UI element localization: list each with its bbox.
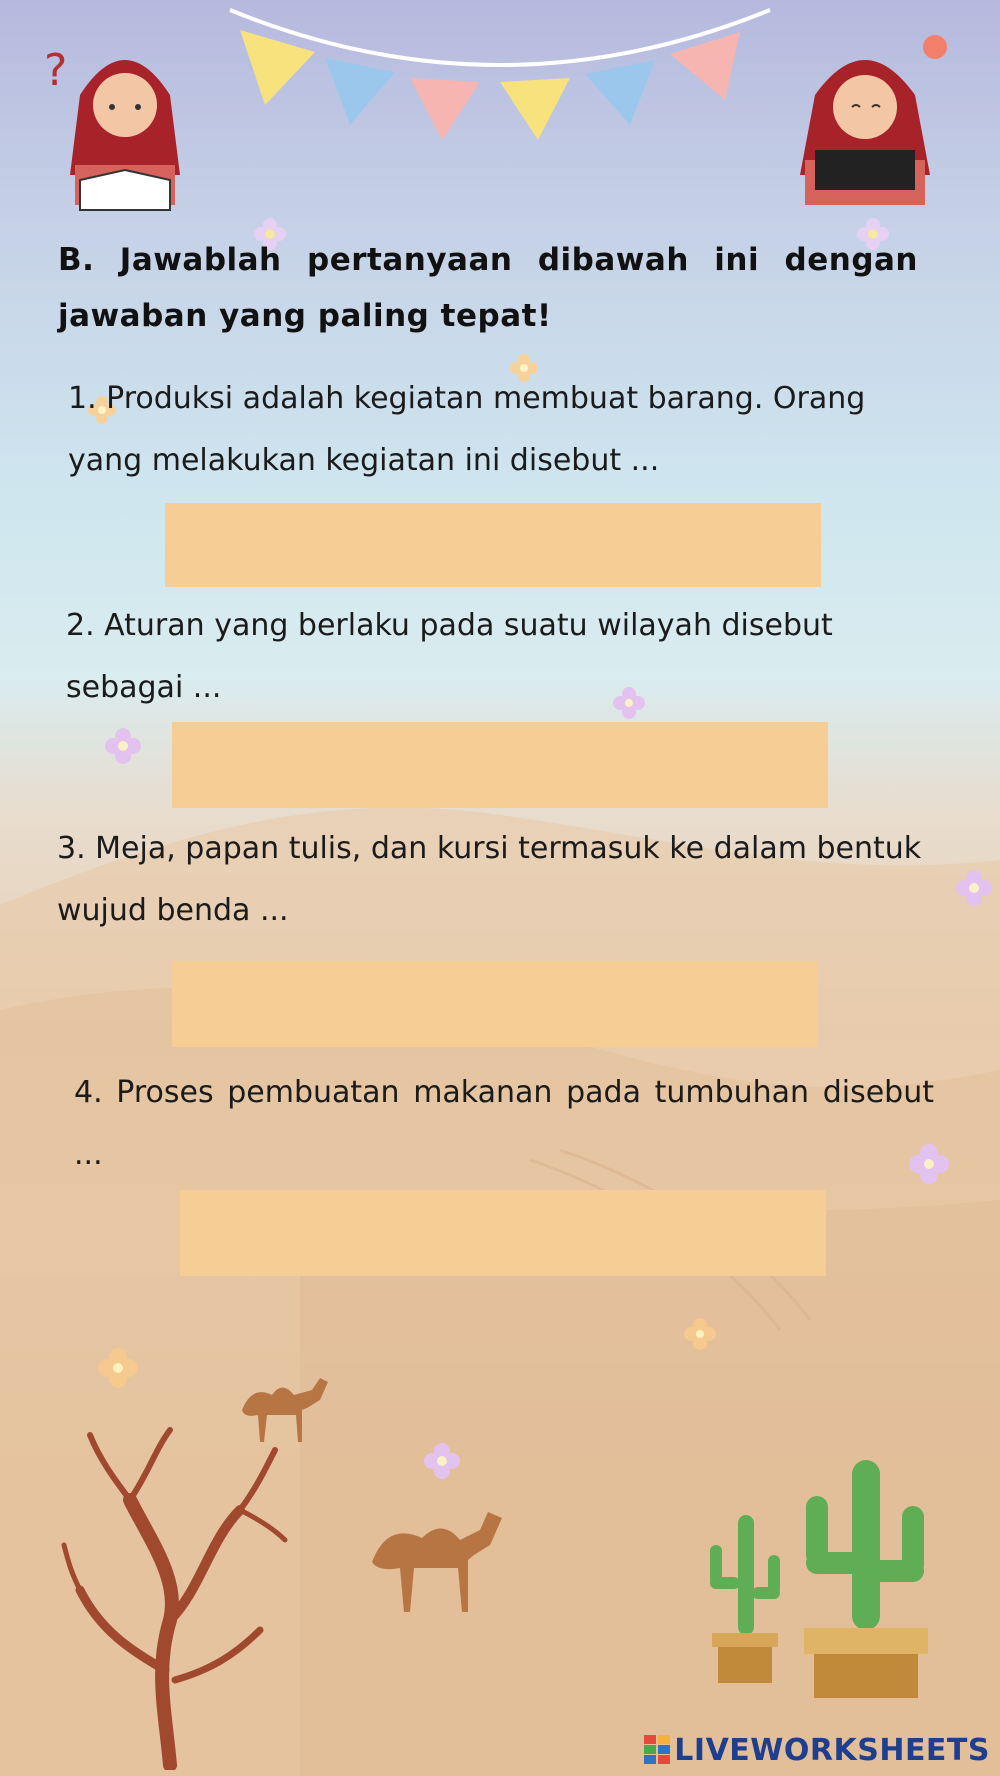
bunting-flags-icon — [220, 0, 780, 160]
girl-reading-icon — [780, 25, 960, 215]
flower-icon — [422, 1441, 462, 1481]
camel-icon — [362, 1500, 512, 1620]
answer-1-field[interactable] — [165, 503, 821, 587]
flower-icon — [682, 1316, 718, 1352]
flower-icon — [954, 868, 994, 908]
answer-4-field[interactable] — [180, 1190, 826, 1276]
section-heading: B. Jawablah pertanyaan dibawah ini dengan jawaban yang paling tepat! — [58, 242, 918, 334]
girl-thinking-icon — [40, 25, 210, 215]
flower-icon — [96, 1346, 140, 1390]
question-4-text: 4. Proses pembuatan makanan pada tumbuhan disebut ... — [74, 1075, 934, 1172]
cactus-icon — [790, 1460, 940, 1700]
question-3-text: 3. Meja, papan tulis, dan kursi termasuk ke dalam bentuk wujud benda ... — [57, 831, 922, 928]
brand-text: LIVEWORKSHEETS — [674, 1732, 990, 1768]
svg-text:?: ? — [44, 45, 68, 96]
liveworksheets-logo — [644, 1732, 990, 1768]
answer-2-field[interactable] — [172, 722, 828, 808]
cactus-icon — [700, 1515, 790, 1685]
flower-icon — [104, 727, 142, 765]
answer-3-field[interactable] — [172, 961, 818, 1047]
liveworksheets-logo-icon — [644, 1735, 670, 1765]
tree-icon — [60, 1420, 290, 1770]
question-1-text: 1. Produksi adalah kegiatan membuat barang. Orang yang melakukan kegiatan ini disebut ... — [68, 381, 866, 478]
question-2-text: 2. Aturan yang berlaku pada suatu wilayah disebut sebagai ... — [66, 608, 833, 705]
